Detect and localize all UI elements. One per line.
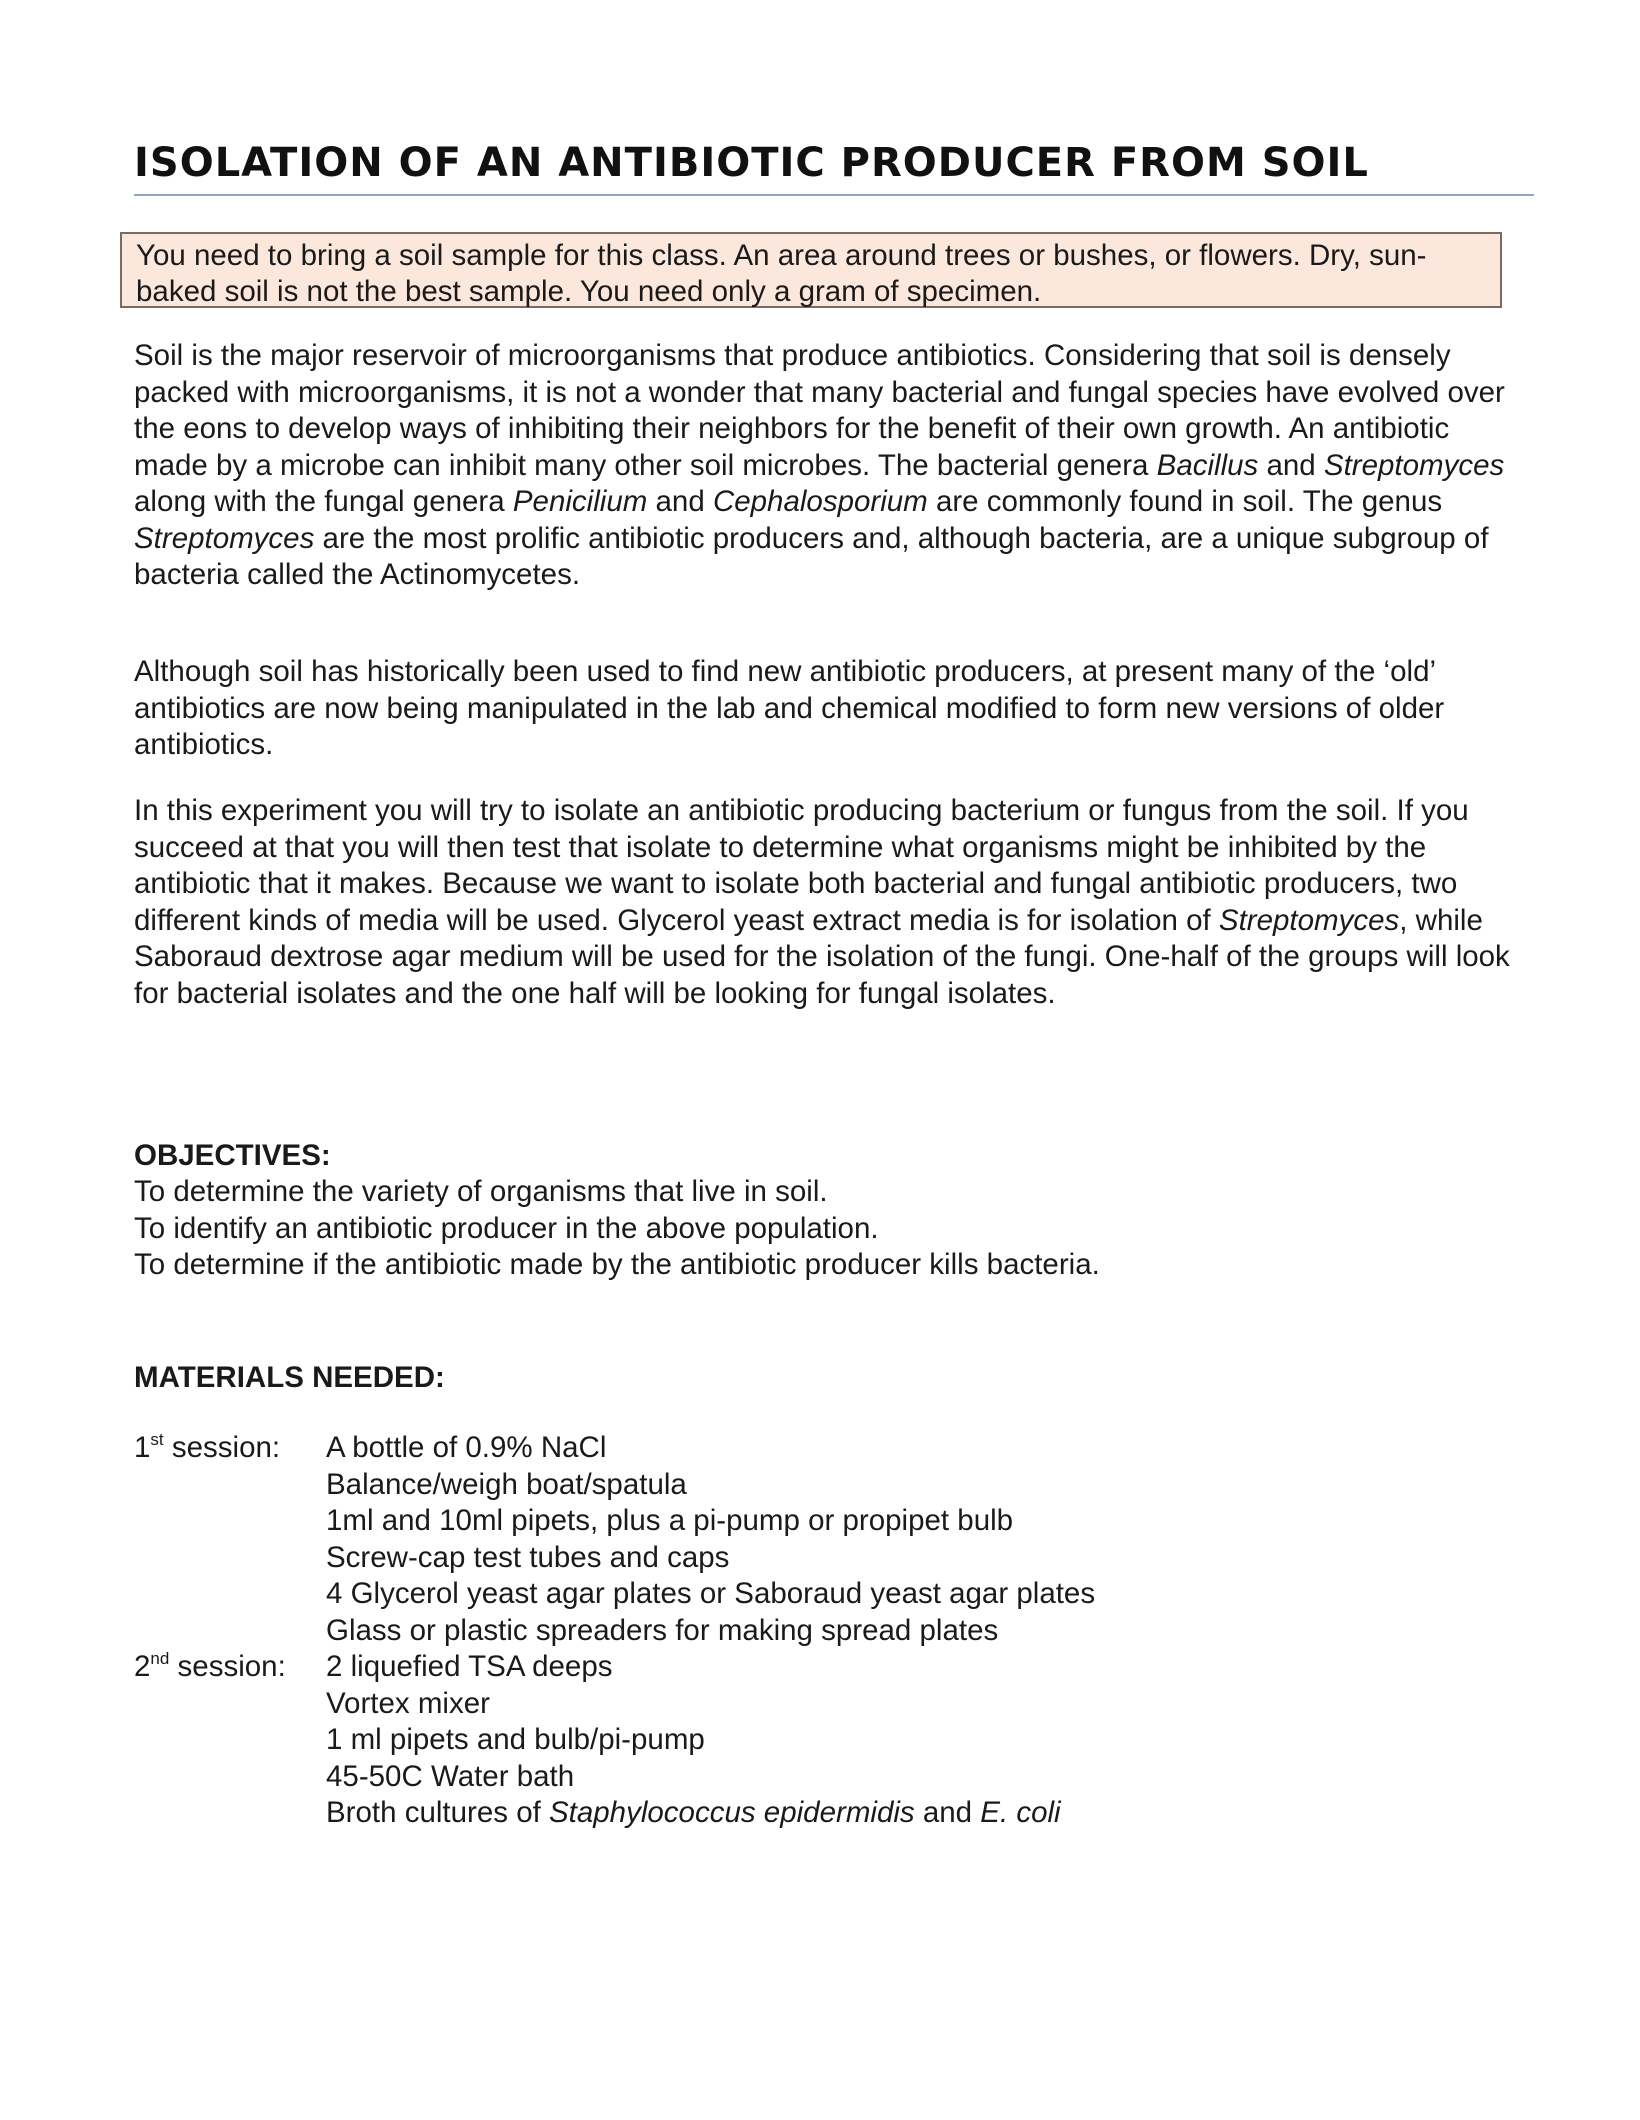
genus-name: Streptomyces [1323, 448, 1505, 482]
objectives-heading: OBJECTIVES: [134, 1139, 331, 1172]
genus-name: Streptomyces [134, 521, 315, 555]
material-item: 1ml and 10ml pipets, plus a pi-pump or propipet bulb [326, 1504, 1014, 1537]
title-underline [134, 194, 1534, 196]
session-1-label: 1st session: [134, 1430, 281, 1464]
objective-item: To determine the variety of organisms that live in soil. [134, 1175, 828, 1208]
organism-name: Staphylococcus epidermidis [549, 1796, 915, 1829]
experiment-paragraph: In this experiment you will try to isolate an antibiotic producing bacterium or fungus from the soil. If you succeed at that you will then test that isolate to determine what organisms might be inhibited by the antibiotic that it makes. Because we want to isolate both bacterial and fungal antibiotic producers, two different kinds of media will be used. Glycerol yeast extract media is for isolation of Streptomyces, while Saboraud dextrose agar medium will be used for the isolation of the fungi. One-half of the groups will look for bacterial isolates and the one half will be looking for fungal isolates. [134, 794, 1510, 1010]
objective-item: To identify an antibiotic producer in the above population. [134, 1211, 879, 1245]
material-item: A bottle of 0.9% NaCl [326, 1431, 607, 1464]
material-item: Vortex mixer [326, 1686, 490, 1720]
genus-name: Streptomyces [1218, 903, 1400, 937]
material-item: Broth cultures of Staphylococcus epidermidis and E. coli [326, 1796, 1061, 1829]
intro-paragraph: Soil is the major reservoir of microorganisms that produce antibiotics. Considering that soil is densely packed with microorganisms, it is not a wonder that many bacterial and fungal species have evolved over the eons to develop ways of inhibiting their neighbors for the benefit of their own growth. An antibiotic made by a microbe can inhibit many other soil microbes. The bacterial genera Bacillus and Streptomyces along with the fungal genera Penicilium and Cephalosporium are commonly found in soil. The genus Streptomyces are the most prolific antibiotic producers and, although bacteria, are a unique subgroup of bacteria called the Actinomycetes. [134, 339, 1505, 591]
genus-name: Bacillus [1156, 448, 1259, 482]
session-2-label: 2nd session: [134, 1649, 286, 1683]
session-2-materials [326, 1649, 1061, 1832]
history-paragraph: Although soil has historically been used to find new antibiotic producers, at present many of the ‘old’ antibiotics are now being manipulated in the lab and chemical modified to form new versions of older antibiotics. [134, 655, 1445, 761]
material-item: Screw-cap test tubes and caps [326, 1540, 730, 1574]
material-item: 45-50C Water bath [326, 1759, 575, 1793]
materials-heading: MATERIALS NEEDED: [134, 1361, 445, 1394]
notice-box: You need to bring a soil sample for this class. An area around trees or bushes, or flowers. Dry, sun-baked soil is not the best sample. You need only a gram of specimen. [120, 232, 1502, 308]
objectives-list [134, 1174, 1100, 1284]
material-item: Glass or plastic spreaders for making spread plates [326, 1613, 999, 1647]
objective-item: To determine if the antibiotic made by the antibiotic producer kills bacteria. [134, 1248, 1100, 1281]
genus-name: Cephalosporium [712, 485, 928, 518]
material-item: 1 ml pipets and bulb/pi-pump [326, 1723, 705, 1756]
page-title: ISOLATION OF AN ANTIBIOTIC PRODUCER FROM SOIL [134, 140, 1369, 186]
material-item: 4 Glycerol yeast agar plates or Saboraud yeast agar plates [326, 1577, 1096, 1610]
material-item: Balance/weigh boat/spatula [326, 1467, 687, 1501]
session-1-materials [326, 1430, 1095, 1649]
genus-name: Penicilium [512, 485, 648, 518]
organism-name: E. coli [980, 1796, 1061, 1829]
material-item: 2 liquefied TSA deeps [326, 1650, 613, 1683]
